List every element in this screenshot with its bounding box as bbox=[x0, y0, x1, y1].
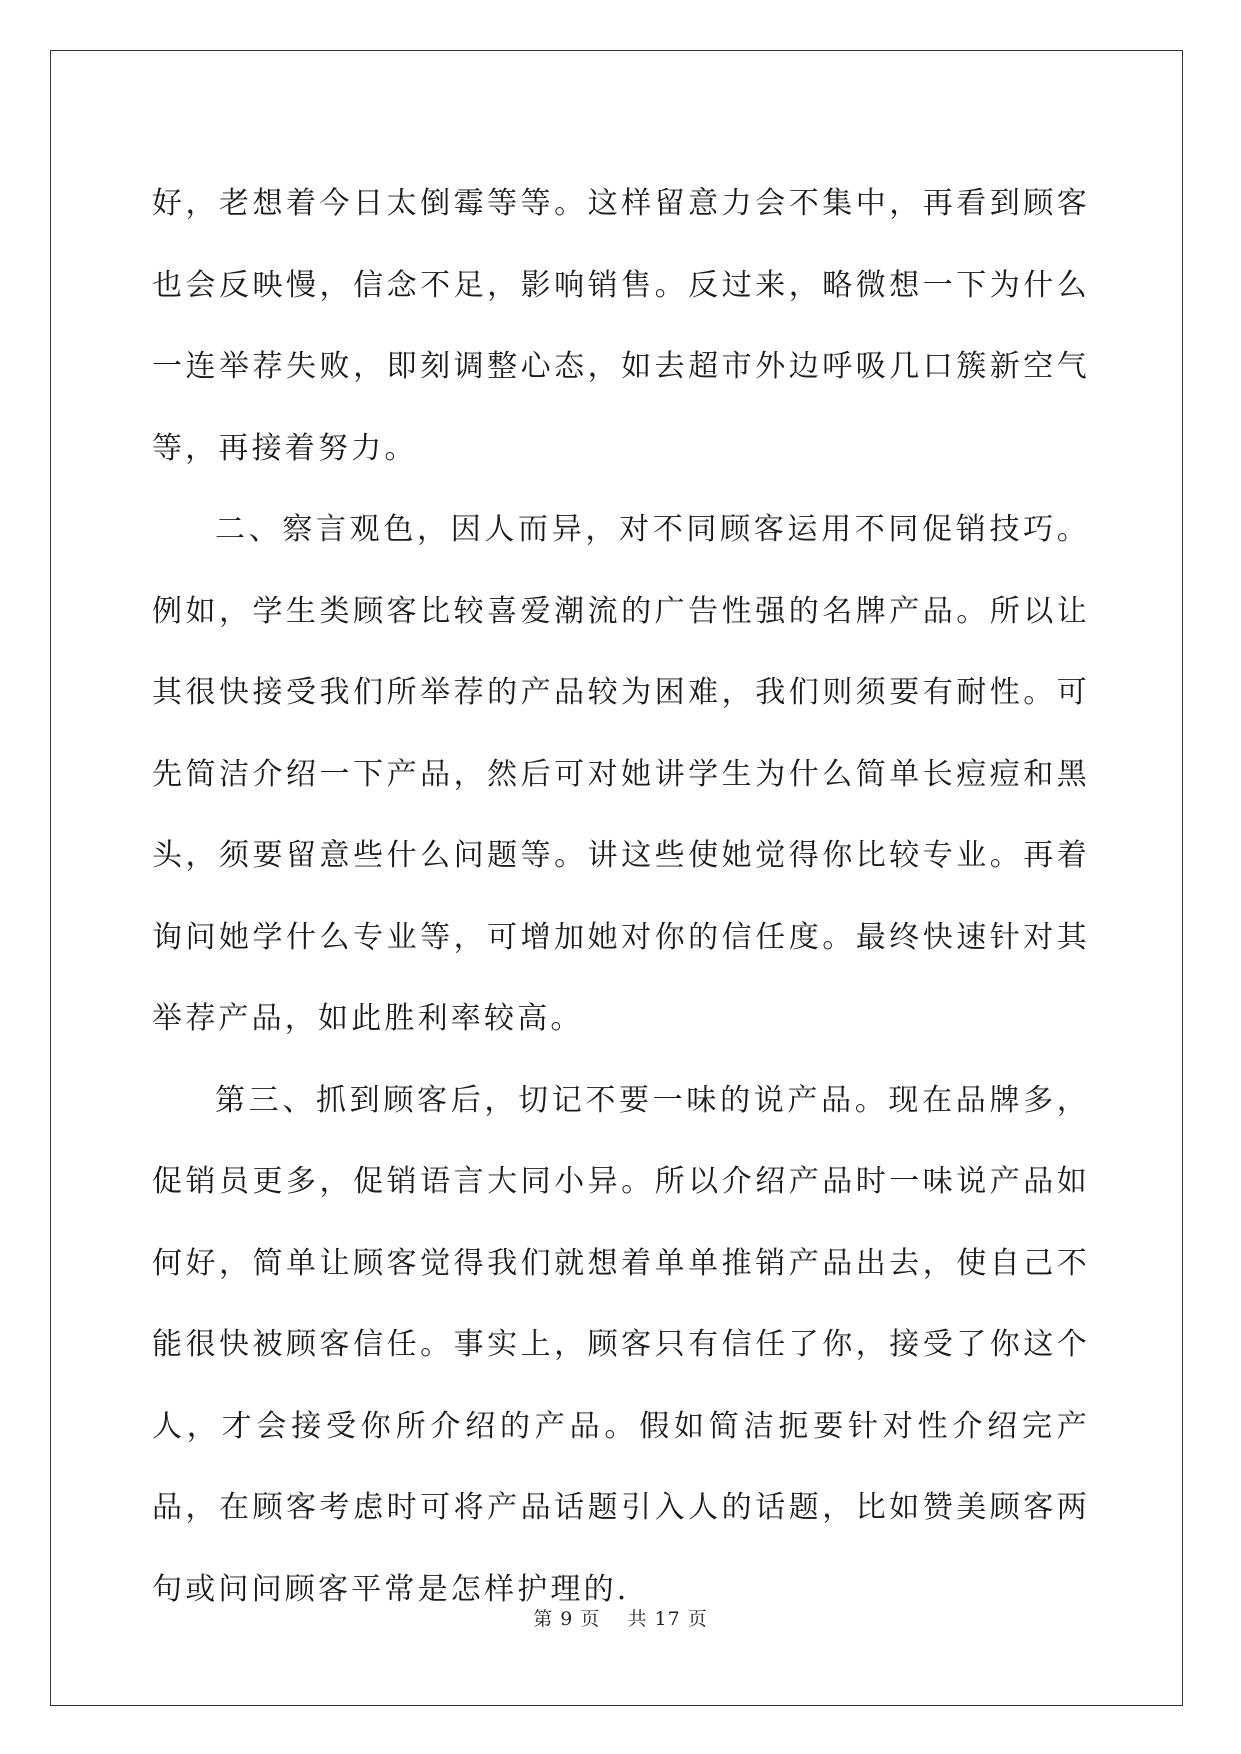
paragraph-section-three: 第三、抓到顾客后，切记不要一味的说产品。现在品牌多，促销员更多，促销语言大同小异。所以介绍产品时一味说产品如何好，简单让顾客觉得我们就想着单单推销产品出去，使自己不能很快被顾客信任。事实上，顾客只有信任了你，接受了你这个人，才会接受你所介绍的产品。假如简洁扼要针对性介绍完产品，在顾客考虑时可将产品话题引入人的话题，比如赞美顾客两句或问问顾客平常是怎样护理的. bbox=[152, 1082, 1090, 1607]
paragraph-continuation: 好，老想着今日太倒霉等等。这样留意力会不集中，再看到顾客也会反映慢，信念不足，影响销售。反过来，略微想一下为什么一连举荐失败，即刻调整心态，如去超市外边呼吸几口簇新空气等，再接着努力。 bbox=[152, 186, 1090, 466]
paragraph-section-two: 二、察言观色，因人而异，对不同顾客运用不同促销技巧。例如，学生类顾客比较喜爱潮流的广告性强的名牌产品。所以让其很快接受我们所举荐的产品较为困难，我们则须要有耐性。可先简洁介绍一下产品，然后可对她讲学生为什么简单长痘痘和黑头，须要留意些什么问题等。讲这些使她觉得你比较专业。再着询问她学什么专业等，可增加她对你的信任度。最终快速针对其举荐产品，如此胜利率较高。 bbox=[152, 512, 1090, 1036]
document-body bbox=[152, 163, 1090, 1630]
page-number-footer: 第 9 页 共 17 页 bbox=[533, 1608, 708, 1630]
